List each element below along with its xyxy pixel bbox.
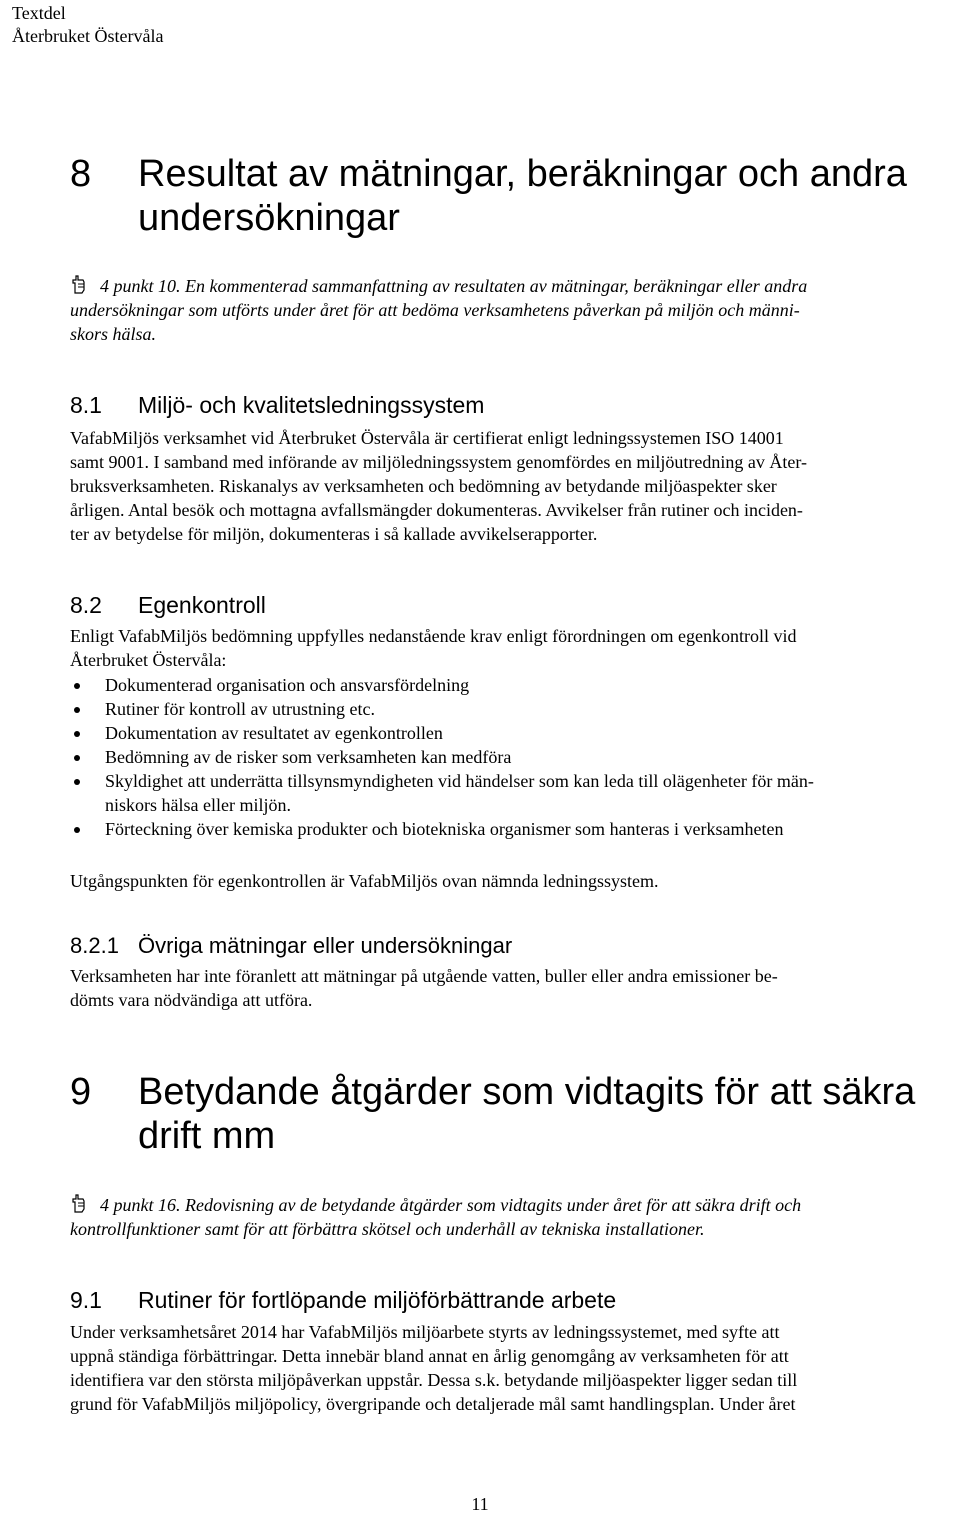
paragraph-line: grund för VafabMiljös miljöpolicy, övergripande och detaljerade mål samt handlingsplan. Under året: [70, 1394, 796, 1414]
heading-title: Egenkontroll: [138, 592, 266, 618]
paragraph-line: årligen. Antal besök och mottagna avfallsmängder dokumenteras. Avvikelser från rutiner och inciden-: [70, 500, 803, 520]
reference-text-line: skors hälsa.: [70, 324, 157, 344]
heading-title: Miljö- och kvalitetsledningssystem: [138, 392, 485, 418]
reference-text-line: 4 punkt 16. Redovisning av de betydande åtgärder som vidtagits under året för att säkra drift och: [100, 1195, 802, 1215]
heading-title-line1: Betydande åtgärder som vidtagits för att säkra: [138, 1071, 916, 1113]
page-header: [12, 2, 163, 48]
heading-number: 8.1: [70, 392, 102, 418]
heading-section-9-1: [70, 1286, 616, 1314]
paragraph-line: VafabMiljös verksamhet vid Återbruket Östervåla är certifierat enligt ledningssystemen ISO 14001: [70, 428, 784, 448]
paragraph-section-8-2-1: [70, 964, 930, 1012]
bullet-icon: [74, 827, 80, 833]
heading-number: 8.2.1: [70, 933, 119, 958]
paragraph-line: Återbruket Östervåla:: [70, 650, 227, 670]
heading-section-8-2: [70, 591, 266, 619]
paragraph-line: dömts vara nödvändiga att utföra.: [70, 990, 313, 1010]
heading-number: 8: [70, 153, 92, 195]
paragraph-line: Enligt VafabMiljös bedömning uppfylles nedanstående krav enligt förordningen om egenkontroll vid: [70, 626, 797, 646]
paragraph-line: Utgångspunkten för egenkontrollen är VafabMiljös ovan nämnda ledningssystem.: [70, 871, 659, 891]
paragraph-section-9-1: [70, 1320, 930, 1416]
list-item: Rutiner för kontroll av utrustning etc.: [70, 697, 930, 721]
reference-text-line: kontrollfunktioner samt för att förbättra skötsel och underhåll av tekniska installationer.: [70, 1219, 705, 1239]
paragraph-line: samt 9001. I samband med införande av miljöledningssystem genomfördes en miljöutredning av Åter-: [70, 452, 807, 472]
paragraph-section-8-2-outro: [70, 869, 930, 893]
paragraph-line: ter av betydelse för miljön, dokumenteras i så kallade avvikelserapporter.: [70, 524, 598, 544]
heading-section-8: [70, 152, 940, 240]
requirements-list: [70, 673, 930, 841]
bullet-icon: [74, 683, 80, 689]
paragraph-line: identifiera var den största miljöpåverkan uppstår. Dessa s.k. betydande miljöaspekter ligger sedan till: [70, 1370, 798, 1390]
list-item: Dokumentation av resultatet av egenkontrollen: [70, 721, 930, 745]
paragraph-section-8-2-intro: [70, 624, 930, 672]
heading-number: 9.1: [70, 1287, 102, 1313]
heading-title: Övriga mätningar eller undersökningar: [138, 933, 513, 958]
heading-section-8-2-1: [70, 932, 512, 960]
bullet-icon: [74, 755, 80, 761]
heading-title-line1: Resultat av mätningar, beräkningar och andra: [138, 153, 907, 195]
list-item: Dokumenterad organisation och ansvarsfördelning: [70, 673, 930, 697]
bullet-icon: [74, 707, 80, 713]
paragraph-line: Verksamheten har inte föranlett att mätningar på utgående vatten, buller eller andra emissioner be-: [70, 966, 778, 986]
reference-section-9: [70, 1193, 930, 1241]
pointing-finger-icon: [70, 1194, 86, 1213]
heading-title-line2: undersökningar: [138, 197, 400, 239]
heading-section-8-1: [70, 391, 484, 419]
header-facility: Återbruket Östervåla: [12, 26, 164, 46]
heading-section-9: [70, 1070, 940, 1158]
paragraph-section-8-1: [70, 426, 930, 546]
pointing-finger-icon: [70, 275, 86, 294]
bullet-icon: [74, 731, 80, 737]
list-item: Bedömning av de risker som verksamheten kan medföra: [70, 745, 930, 769]
reference-section-8: [70, 274, 930, 346]
heading-title: Rutiner för fortlöpande miljöförbättrande arbete: [138, 1287, 617, 1313]
page-number: 11: [471, 1494, 489, 1514]
list-item: Förteckning över kemiska produkter och biotekniska organismer som hanteras i verksamheten: [70, 817, 930, 841]
paragraph-line: uppnå ständiga förbättringar. Detta innebär bland annat en årlig genomgång av verksamheten för att: [70, 1346, 789, 1366]
reference-text-line: undersökningar som utförts under året för att bedöma verksamhetens påverkan på miljön och männi-: [70, 300, 800, 320]
paragraph-line: Under verksamhetsåret 2014 har VafabMiljös miljöarbete styrts av ledningssystemet, med syfte att: [70, 1322, 780, 1342]
paragraph-line: bruksverksamheten. Riskanalys av verksamheten och bedömning av betydande miljöaspekter sker: [70, 476, 777, 496]
bullet-icon: [74, 779, 80, 785]
header-doc-part: Textdel: [12, 3, 66, 23]
list-item: Skyldighet att underrätta tillsynsmyndigheten vid händelser som kan leda till olägenheter för män- niskors hälsa eller miljön.: [70, 769, 930, 817]
heading-number: 8.2: [70, 592, 102, 618]
reference-text-line: 4 punkt 10. En kommenterad sammanfattning av resultaten av mätningar, beräkningar eller andra: [100, 276, 808, 296]
heading-number: 9: [70, 1071, 92, 1113]
heading-title-line2: drift mm: [138, 1115, 276, 1157]
